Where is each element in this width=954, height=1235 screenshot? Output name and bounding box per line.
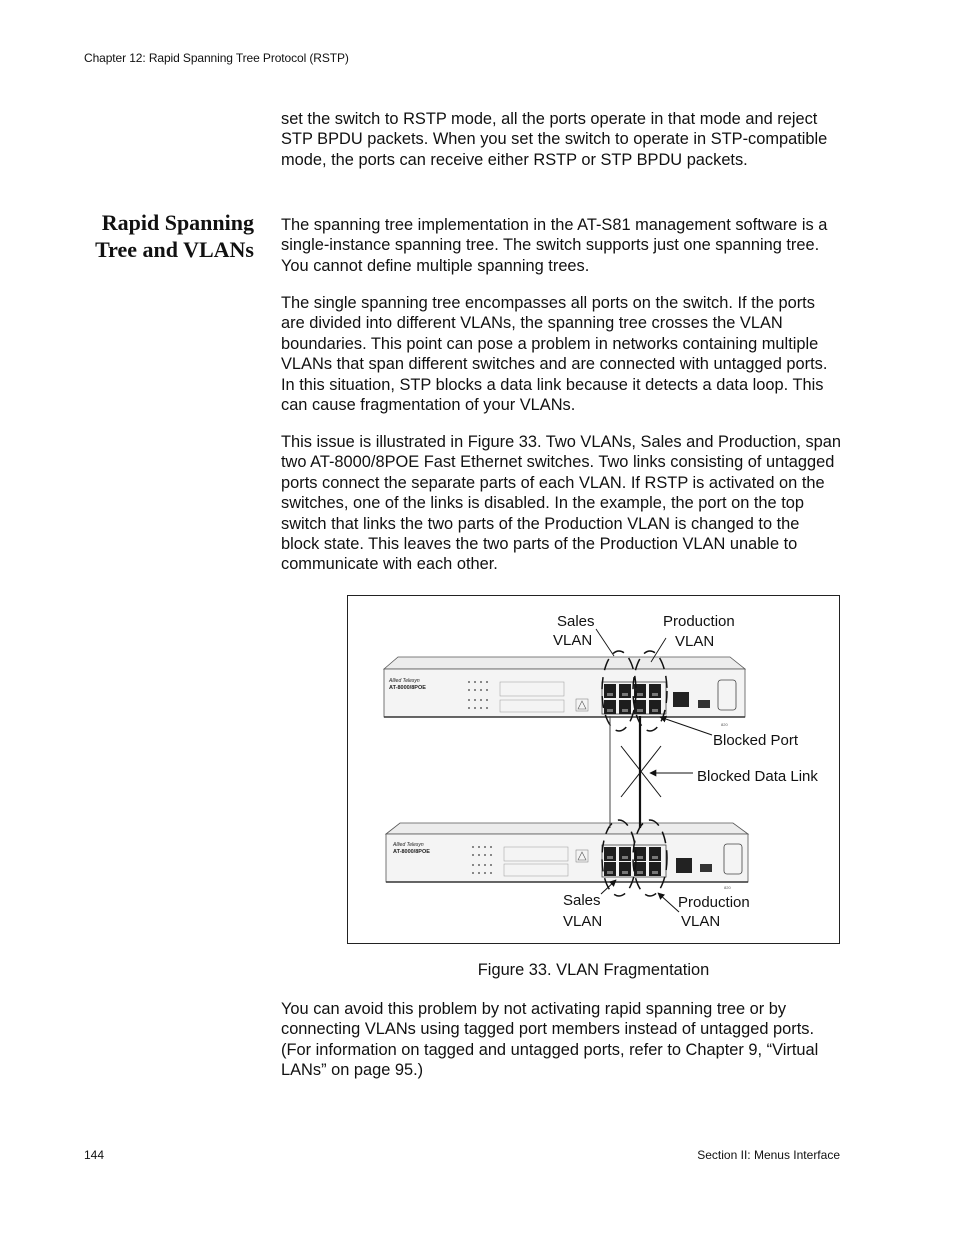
top-switch	[384, 657, 745, 727]
section-heading: Rapid Spanning Tree and VLANs	[95, 210, 254, 262]
bottom-switch-model: AT-8000/8POE	[393, 849, 430, 855]
page-number: 144	[84, 1148, 105, 1162]
top-sales-label-line2: VLAN	[553, 632, 593, 649]
bottom-switch-code: 820	[724, 885, 731, 890]
bottom-production-arrow	[658, 893, 679, 912]
bottom-sales-label-line2: VLAN	[563, 913, 603, 930]
paragraph-2: The single spanning tree encompasses all ports on the switch. If the ports are divided into different VLANs, the spanning tree crosses the VLAN boundaries. This point can pose a problem in networks containing multiple VLANs that span different switches and are connected with untagged ports. In this situation, STP blocks a data link because it detects a data loop. This can cause fragmentation of your VLANs.	[281, 294, 828, 415]
bottom-switch-sfp-slot	[700, 864, 712, 872]
top-switch-brand: Allied Telesyn	[389, 678, 420, 684]
figure-vlan-fragmentation	[347, 595, 840, 944]
bottom-production-label-line2: VLAN	[681, 913, 721, 930]
blocked-port-arrow	[660, 717, 712, 735]
top-switch-sfp-slot	[698, 700, 710, 708]
figure-caption: Figure 33. VLAN Fragmentation	[477, 961, 710, 979]
top-production-label-line1: Production	[663, 613, 735, 630]
top-sales-pointer	[596, 629, 614, 656]
bottom-switch-uplink-port	[676, 858, 692, 873]
footer-section-title: Section II: Menus Interface	[697, 1148, 840, 1162]
bottom-production-label-line1: Production	[678, 894, 750, 911]
top-sales-label-line1: Sales	[557, 613, 595, 630]
top-switch-code: 820	[721, 722, 728, 727]
top-production-label-line2: VLAN	[675, 633, 715, 650]
bottom-switch-brand: Allied Telesyn	[393, 842, 424, 848]
running-header: Chapter 12: Rapid Spanning Tree Protocol (RSTP)	[84, 51, 349, 65]
network-diagram	[348, 596, 841, 945]
blocked-data-link-label: Blocked Data Link	[697, 768, 818, 785]
top-switch-model: AT-8000/8POE	[389, 685, 426, 691]
bottom-switch	[386, 823, 748, 890]
paragraph-3: This issue is illustrated in Figure 33. Two VLANs, Sales and Production, span two AT-8000/8POE Fast Ethernet switches. Two links consisting of untagged ports connect the separate parts of each VLAN. If RSTP is activated on the switches, one of the links is disabled. In the example, the port on the top switch that links the two parts of the Production VLAN is changed to the block state. This leaves the two parts of the Production VLAN unable to communicate with each other.	[281, 433, 841, 574]
top-switch-uplink-port	[673, 692, 689, 707]
closing-paragraph: You can avoid this problem by not activating rapid spanning tree or by connecting VLANs using tagged port members instead of untagged ports. (For information on tagged and untagged ports, refer to Chapter 9, “Virtual LANs” on page 95.)	[281, 1000, 819, 1080]
blocked-port-label: Blocked Port	[713, 732, 799, 749]
bottom-sales-label-line1: Sales	[563, 892, 601, 909]
intro-paragraph: set the switch to RSTP mode, all the ports operate in that mode and reject STP BPDU packets. When you set the switch to operate in STP-compatible mode, the ports can receive either RSTP or STP BPDU packets.	[281, 110, 828, 169]
paragraph-1: The spanning tree implementation in the AT-S81 management software is a single-instance spanning tree. The switch supports just one spanning tree. You cannot define multiple spanning trees.	[281, 216, 828, 275]
